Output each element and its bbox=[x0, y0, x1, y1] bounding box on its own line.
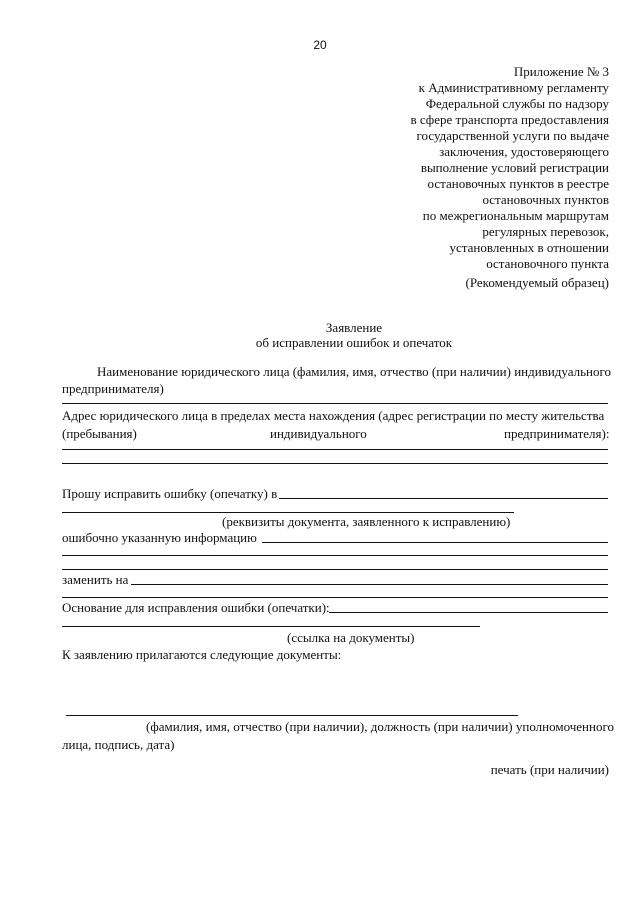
appendix-line: остановочных пунктов в реестре bbox=[427, 176, 609, 191]
stamp-label: печать (при наличии) bbox=[490, 762, 609, 777]
appendix-line: выполнение условий регистрации bbox=[420, 160, 609, 175]
appendix-line: государственной услуги по выдаче bbox=[416, 128, 609, 143]
appendix-line: в сфере транспорта предоставления bbox=[410, 112, 609, 127]
applicant-name-label: Наименование юридического лица (фамилия, имя, отчество (при наличии) индивидуального bbox=[97, 364, 612, 379]
signature-caption-cont: лица, подпись, дата) bbox=[62, 737, 175, 752]
address-label: Адрес юридического лица в пределах места нахождения (адрес регистрации по месту жительства bbox=[62, 408, 605, 423]
page-number: 20 bbox=[313, 38, 327, 52]
replace-line-1 bbox=[131, 584, 608, 585]
appendix-line: Приложение № 3 bbox=[513, 64, 609, 79]
document-title: Заявление bbox=[325, 320, 383, 335]
address-label-part-a: (пребывания) bbox=[62, 426, 137, 441]
signature-line bbox=[66, 715, 518, 716]
appendix-line: регулярных перевозок, bbox=[482, 224, 609, 239]
applicant-name-label-cont: предпринимателя) bbox=[62, 381, 164, 396]
appendix-line: Федеральной службы по надзору bbox=[425, 96, 609, 111]
appendix-line: к Административному регламенту bbox=[418, 80, 609, 95]
request-line bbox=[279, 498, 608, 499]
basis-line-1 bbox=[329, 612, 608, 613]
basis-line-2 bbox=[62, 626, 480, 627]
attached-docs-label: К заявлению прилагаются следующие документы: bbox=[62, 647, 342, 662]
applicant-name-line bbox=[62, 403, 608, 404]
basis-label: Основание для исправления ошибки (опечатки): bbox=[62, 600, 330, 615]
appendix-line: остановочных пунктов bbox=[482, 192, 609, 207]
wrong-info-line-3 bbox=[62, 569, 608, 570]
doc-details-caption: (реквизиты документа, заявленного к исправлению) bbox=[222, 514, 511, 529]
request-line-2 bbox=[62, 512, 514, 513]
appendix-line: установленных в отношении bbox=[449, 240, 609, 255]
appendix-line: заключения, удостоверяющего bbox=[439, 144, 609, 159]
address-line-1 bbox=[62, 449, 608, 450]
wrong-info-line-2 bbox=[62, 555, 608, 556]
appendix-line: остановочного пункта bbox=[486, 256, 609, 271]
signature-caption: (фамилия, имя, отчество (при наличии), должность (при наличии) уполномоченного bbox=[146, 719, 614, 734]
address-label-part-b: индивидуального bbox=[270, 426, 367, 441]
address-label-part-c: предпринимателя): bbox=[504, 426, 610, 441]
sample-note: (Рекомендуемый образец) bbox=[465, 275, 609, 290]
appendix-line: по межрегиональным маршрутам bbox=[422, 208, 609, 223]
replace-label: заменить на bbox=[62, 572, 129, 587]
request-label: Прошу исправить ошибку (опечатку) в bbox=[62, 486, 278, 501]
wrong-info-line-1 bbox=[262, 542, 608, 543]
replace-line-2 bbox=[62, 597, 608, 598]
docs-link-caption: (ссылка на документы) bbox=[287, 630, 415, 645]
address-line-2 bbox=[62, 463, 608, 464]
wrong-info-label: ошибочно указанную информацию bbox=[62, 530, 257, 545]
document-subtitle: об исправлении ошибок и опечаток bbox=[255, 335, 453, 350]
